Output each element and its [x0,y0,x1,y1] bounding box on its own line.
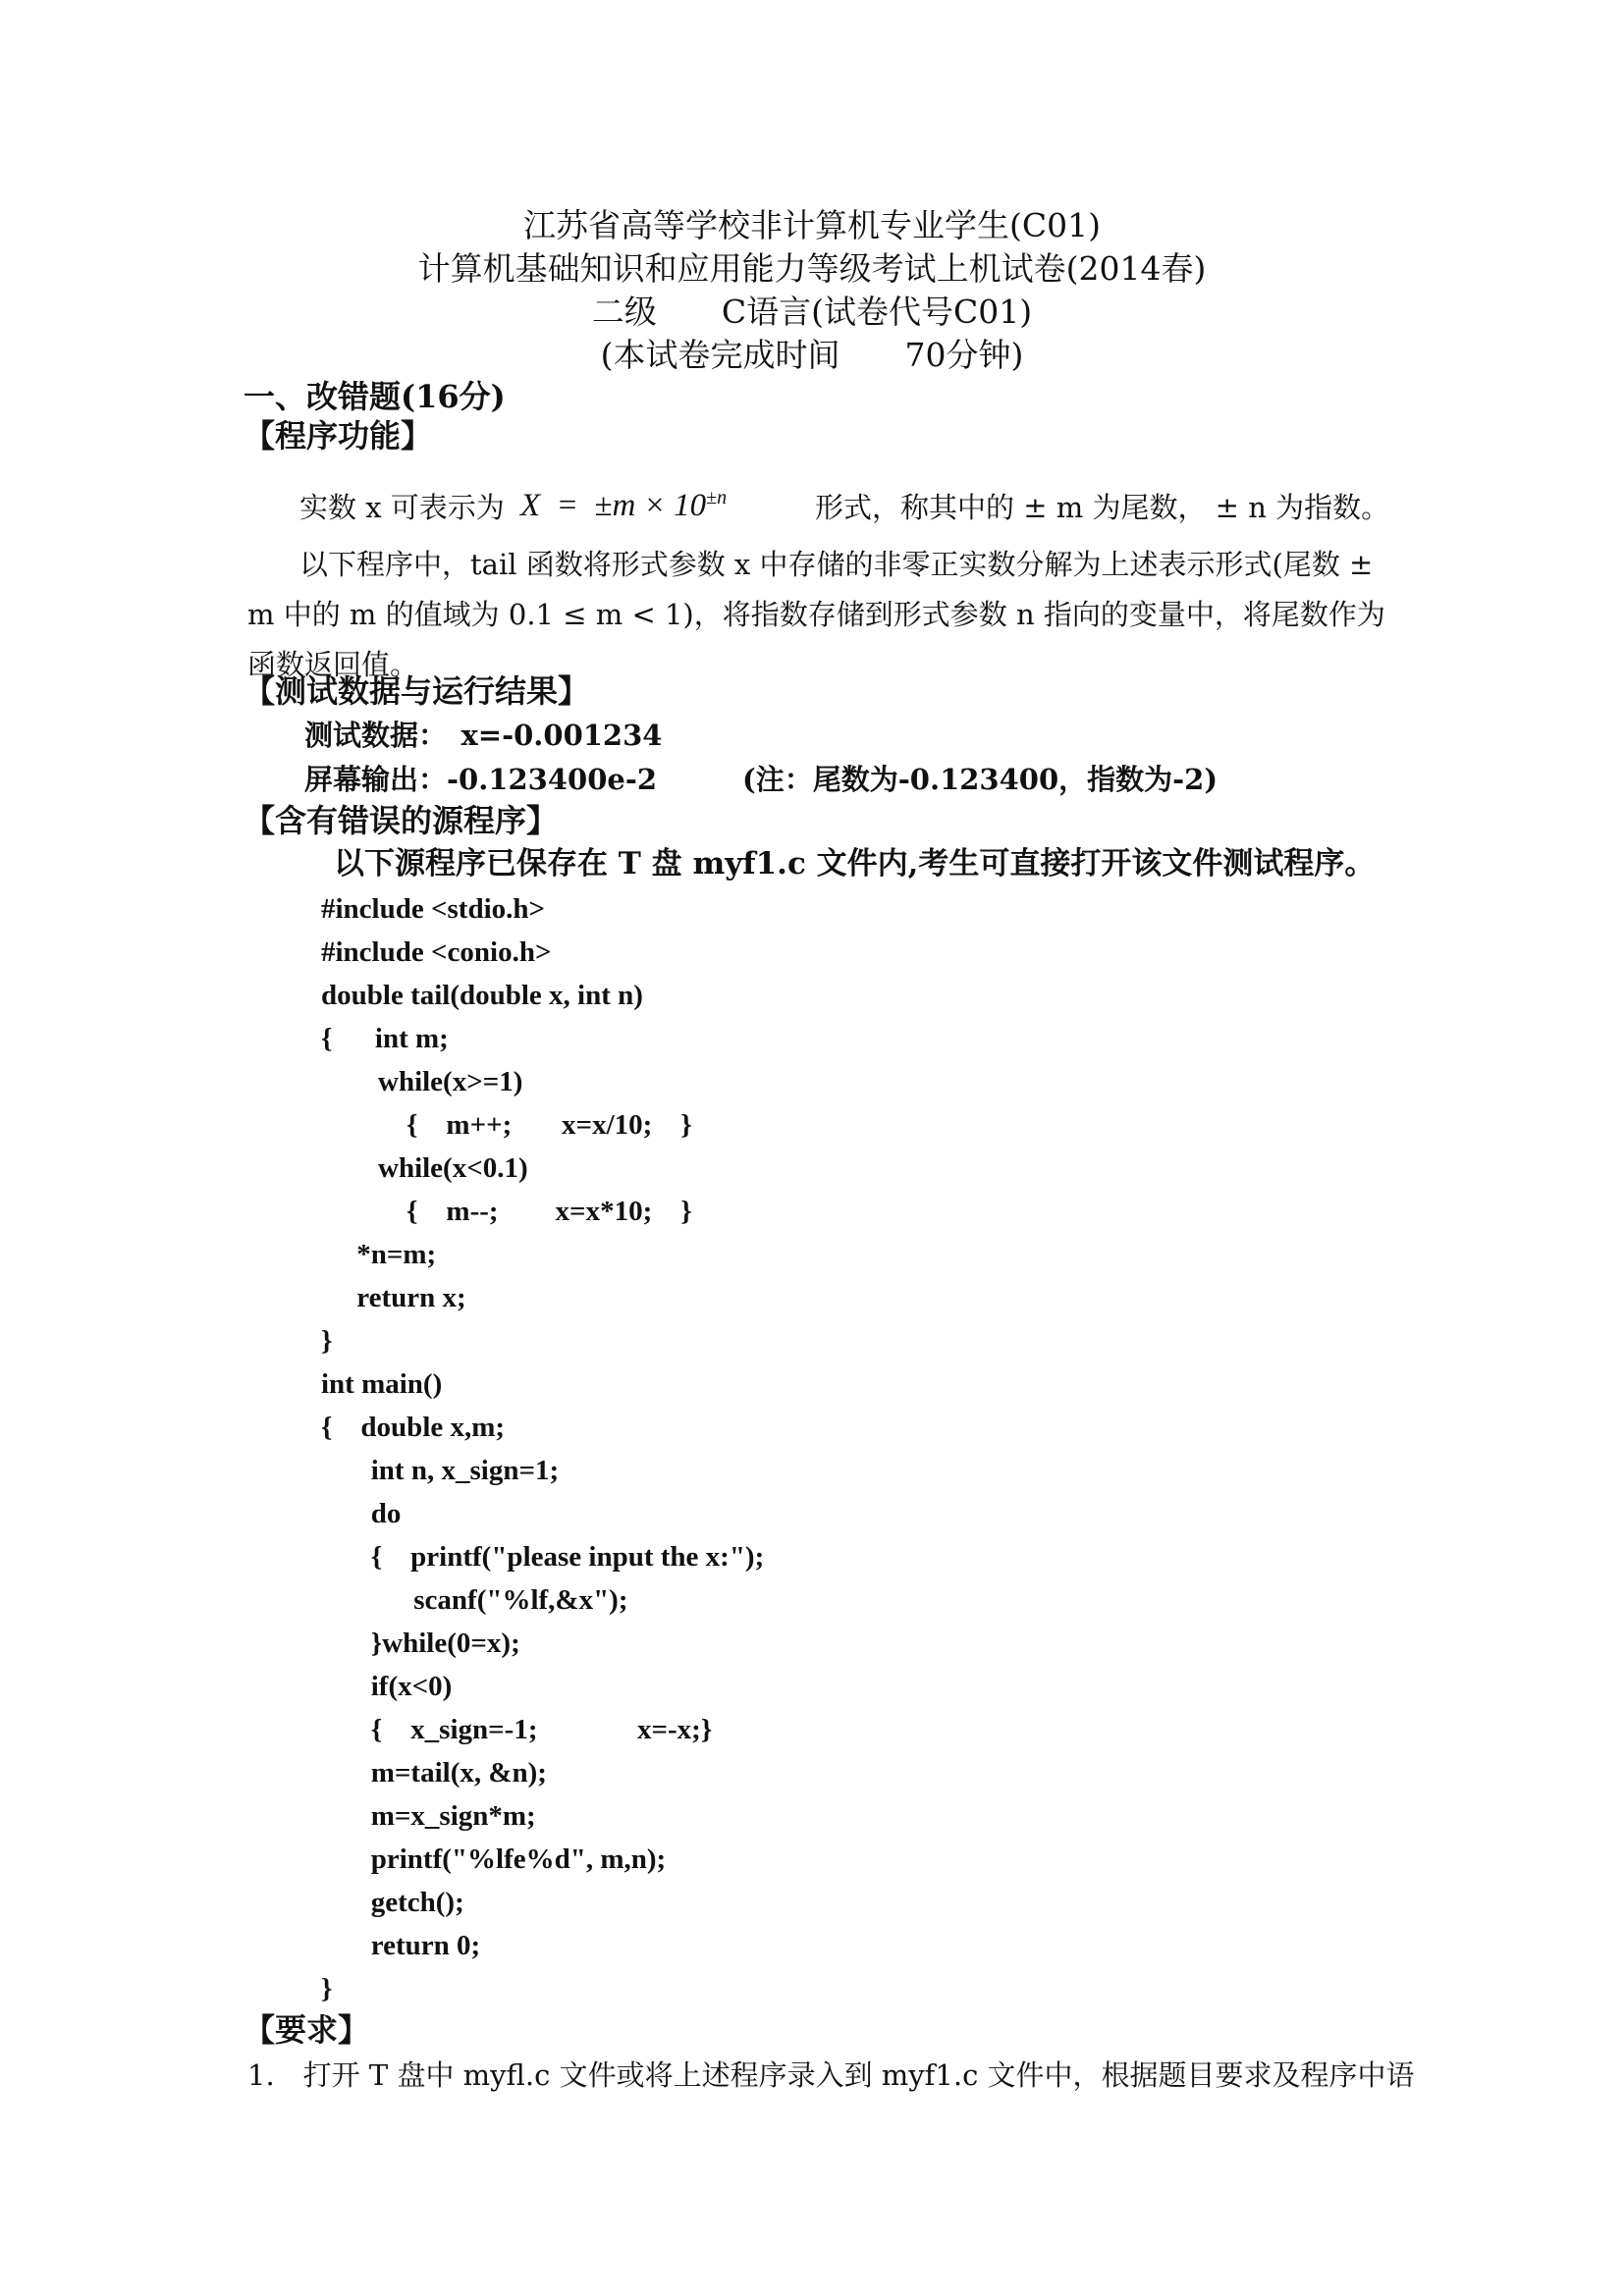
requirements-heading: 【要求】 [244,2011,370,2049]
formula: $X = \pm m \times 10^{\pm n}$ [520,487,728,523]
code-line: #include <stdio.h> [321,893,546,925]
title-line-2: 计算机基础知识和应用能力等级考试上机试卷(2014春) [417,249,1207,288]
code-line: double tail(double x, int n) [321,980,643,1011]
code-line: } [321,1325,333,1357]
code-line: int main() [321,1368,443,1400]
code-line: #include <conio.h> [321,936,552,968]
title-line-1: 江苏省高等学校非计算机专业学生(C01) [523,206,1101,244]
function-line-prefix: 实数 x 可表示为 [299,491,505,524]
code-line: int n, x_sign=1; [321,1455,560,1486]
code-line: while(x>=1) [321,1066,523,1097]
code-line: if(x<0) [321,1671,453,1702]
test-output-line: 屏幕输出：-0.123400e-2 (注：尾数为-0.123400，指数为-2) [304,763,1218,796]
code-line: *n=m; [321,1239,437,1270]
code-line: getch(); [321,1887,464,1918]
code-line: { m--; x=x*10; } [321,1196,692,1227]
code-line: do [321,1498,402,1529]
code-line: { m++; x=x/10; } [321,1109,692,1141]
title-line-3: 二级 C语言(试卷代号C01) [591,293,1033,331]
section-title: 一、改错题(16分) [244,378,506,415]
code-line: { printf("please input the x:"); [321,1541,765,1573]
code-line: return 0; [321,1930,481,1961]
code-line: return x; [321,1282,466,1313]
code-line: }while(0=x); [321,1628,520,1659]
code-line: { int m; [321,1023,449,1054]
title-line-4: (本试卷完成时间 70分钟) [600,336,1024,374]
function-line-suffix: 形式，称其中的 ± m 为尾数， ± n 为指数。 [815,491,1390,524]
code-line: { double x,m; [321,1412,506,1443]
source-heading: 【含有错误的源程序】 [244,802,559,839]
code-line: { x_sign=-1; x=-x;} [321,1714,713,1745]
code-line: scanf("%lf,&x"); [321,1584,628,1616]
code-line: while(x<0.1) [321,1152,528,1184]
test-heading: 【测试数据与运行结果】 [244,672,590,710]
code-line: printf("%lfe%d", m,n); [321,1843,667,1875]
source-note: 以下源程序已保存在 T 盘 myf1.c 文件内,考生可直接打开该文件测试程序。 [334,846,1376,881]
code-line: } [321,1973,333,2004]
requirement-item-1: 1. 打开 T 盘中 myfl.c 文件或将上述程序录入到 myf1.c 文件中，根据题目要求及程序中语 [247,2058,1415,2092]
function-paragraph: 以下程序中，tail 函数将形式参数 x 中存储的非零正实数分解为上述表示形式(尾数 ± m 中的 m 的值域为 0.1 ≤ m < 1)，将指数存储到形式参数 n 指向的变量中，将尾数作为函数返回值。 [247,548,1385,681]
code-line: m=tail(x, &n); [321,1757,547,1789]
test-data-line: 测试数据： x=-0.001234 [304,719,663,752]
function-heading: 【程序功能】 [244,417,433,454]
code-line: m=x_sign*m; [321,1800,536,1832]
